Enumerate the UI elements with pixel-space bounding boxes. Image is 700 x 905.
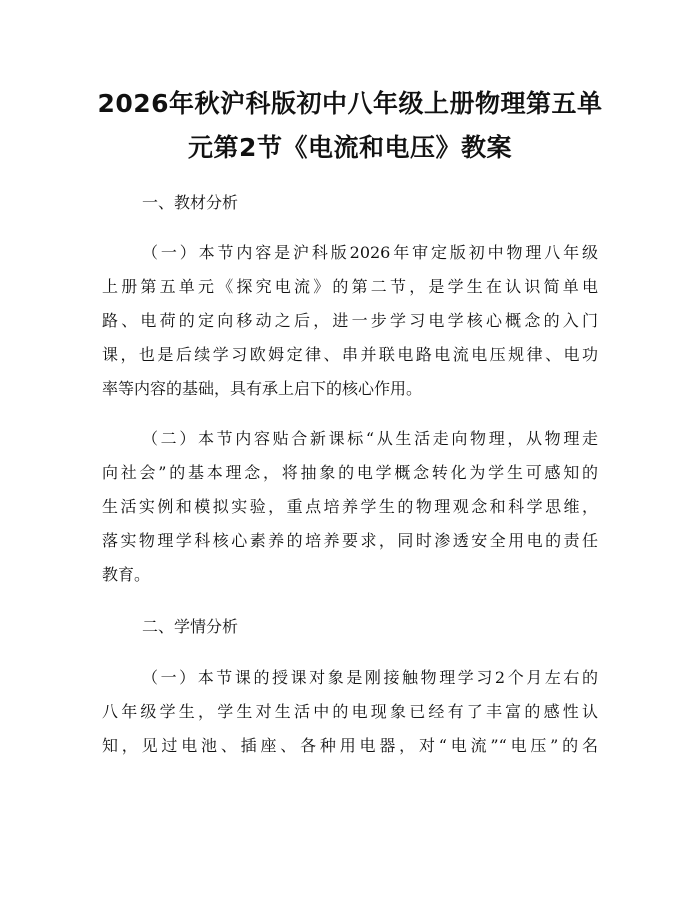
paragraph-line: 八年级学生，学生对生活中的电现象已经有了丰富的感性认	[102, 702, 598, 721]
section-heading-textbook-analysis: 一、教材分析	[142, 193, 239, 212]
paragraph-line: 上册第五单元《探究电流》的第二节，是学生在认识简单电	[102, 277, 598, 296]
paragraph-line: 路、电荷的定向移动之后，进一步学习电学核心概念的入门	[102, 311, 598, 330]
paragraph-line: 知，见过电池、插座、各种用电器，对“电流”“电压”的名	[102, 736, 598, 755]
title-line-2: 元第2节《电流和电压》教案	[188, 133, 512, 162]
paragraph-textbook-2	[102, 422, 598, 592]
paragraph-learner-1	[102, 661, 598, 763]
document-title	[80, 82, 620, 170]
paragraph-line: 课，也是后续学习欧姆定律、串并联电路电流电压规律、电功	[102, 345, 598, 364]
title-line-1: 2026年秋沪科版初中八年级上册物理第五单	[97, 89, 603, 118]
paragraph-line: （一）本节内容是沪科版2026年审定版初中物理八年级	[142, 243, 598, 262]
paragraph-line: 落实物理学科核心素养的培养要求，同时渗透安全用电的责任	[102, 531, 598, 550]
section-textbook-analysis-heading-block	[102, 186, 598, 220]
paragraph-line: 教育。	[102, 565, 151, 584]
paragraph-line: （二）本节内容贴合新课标“从生活走向物理，从物理走	[142, 429, 598, 448]
paragraph-line: 率等内容的基础，具有承上启下的核心作用。	[102, 379, 423, 398]
paragraph-line: 向社会”的基本理念，将抽象的电学概念转化为学生可感知的	[102, 463, 598, 482]
section-heading-learner-analysis: 二、学情分析	[142, 617, 239, 636]
section-learner-analysis-heading-block	[102, 610, 598, 644]
paragraph-textbook-1	[102, 236, 598, 406]
paragraph-line: （一）本节课的授课对象是刚接触物理学习2个月左右的	[142, 668, 598, 687]
paragraph-line: 生活实例和模拟实验，重点培养学生的物理观念和科学思维，	[102, 497, 598, 516]
